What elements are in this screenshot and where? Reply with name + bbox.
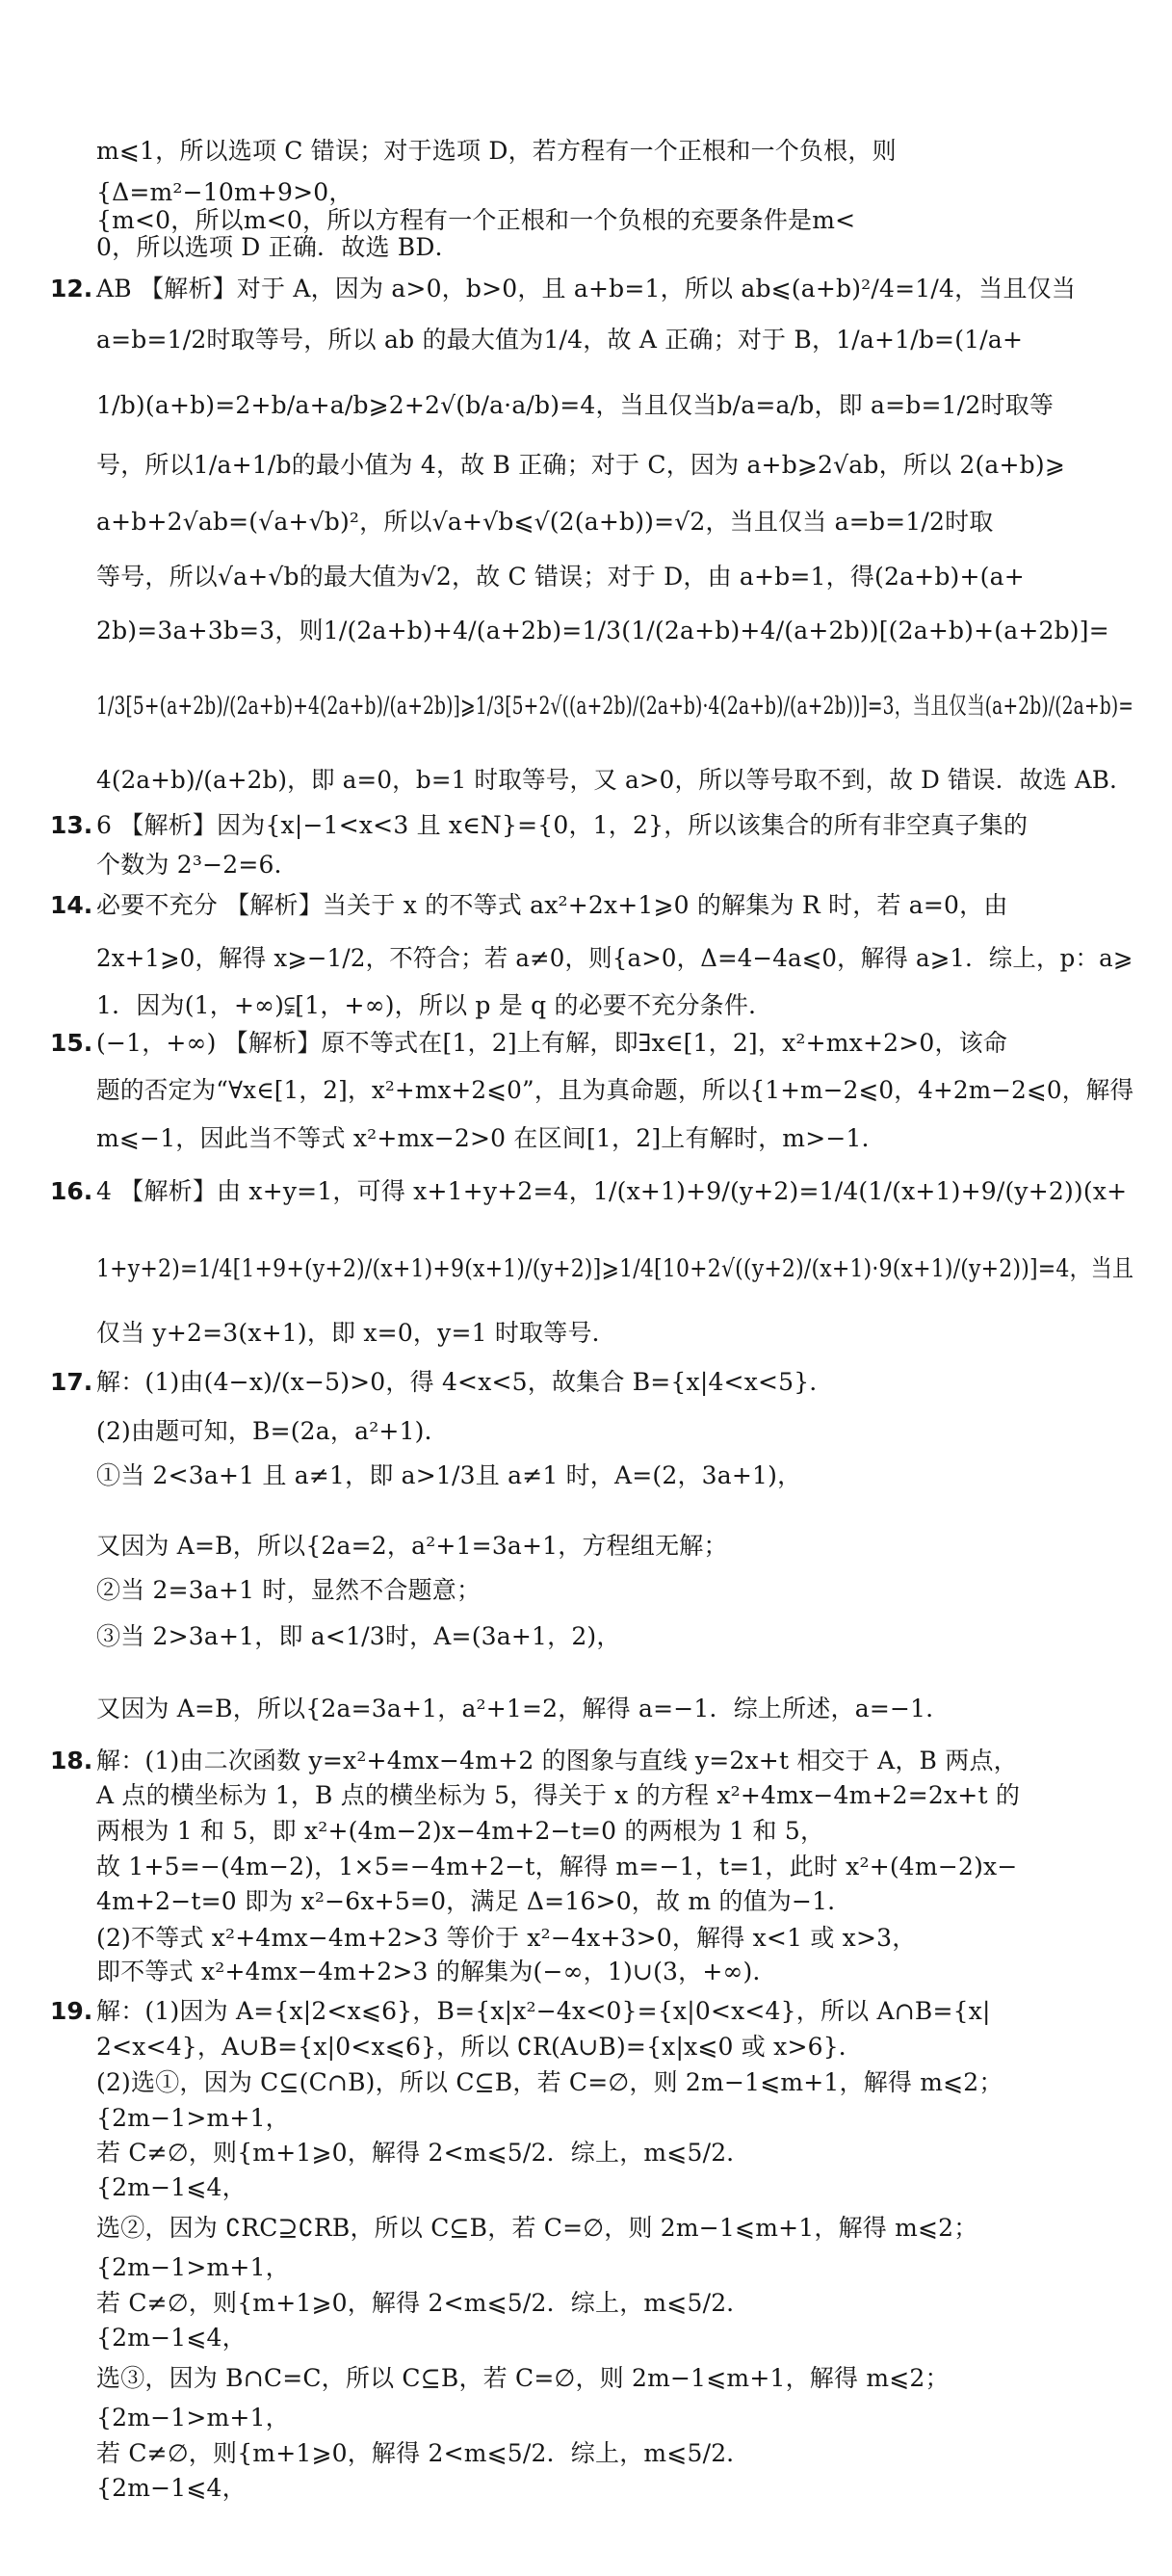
document-page: m⩽1，所以选项 C 错误；对于选项 D，若方程有一个正根和一个负根，则 {Δ=m²−10m+9>0， {m<0，所以m<0，所以方程有一个正根和一个负根的充要条件是m< 0，所以选项 D 正确．故选 BD． 12. AB 【解析】对于 A，因为 a>0，b>0，且 a+b=1，所以 ab⩽(a+b)²/4=1/4，当且仅当 a=b=1/2时取等号，所以 ab 的最大值为1/4，故 A 正确；对于 B，1/a+1/b=(1/a+ 1/b)(a+b)=2+b/a+a/b⩾2+2√(b/a·a/b)=4，当且仅当b/a=a/b，即 a=b=1/2时取等 号，所以1/a+1/b的最小值为 4，故 B 正确；对于 C，因为 a+b⩾2√ab，所以 2(a+b)⩾ a+b+2√ab=(√a+√b)²，所以√a+√b⩽√(2(a+b))=√2，当且仅当 a=b=1/2时取 等号，所以√a+√b的最大值为√2，故 C 错误；对于 D，由 a+b=1，得(2a+b)+(a+ 2b)=3a+3b=3，则1/(2a+b)+4/(a+2b)=1/3(1/(2a+b)+4/(a+2b))[(2a+b)+(a+2b)]= 1/3[5+(a+2b)/(2a+b)+4(2a+b)/(a+2b)]⩾1/3[5+2√((a+2b)/(2a+b)·4(2a+b)/(a+2b))]=3，当且仅当(a+2b)/(2a+b)= 4(2a+b)/(a+2b)，即 a=0，b=1 时取等号，又 a>0，所以等号取不到，故 D 错误．故选 AB． 13. 6 【解析】因为{x|−1<x<3 且 x∈N}={0，1，2}，所以该集合的所有非空真子集的 个数为 2³−2=6． 14. 必要不充分 【解析】当关于 x 的不等式 ax²+2x+1⩾0 的解集为 R 时，若 a=0，由 2x+1⩾0，解得 x⩾−1/2，不符合；若 a≠0，则{a>0，Δ=4−4a⩽0，解得 a⩾1．综上，p：a⩾ 1．因为(1，+∞)⫋[1，+∞)，所以 p 是 q 的必要不充分条件． 15. (−1，+∞) 【解析】原不等式在[1，2]上有解，即∃x∈[1，2]，x²+mx+2>0，该命 题的否定为“∀x∈[1，2]，x²+mx+2⩽0”，且为真命题，所以{1+m−2⩽0，4+2m−2⩽0，解得 m⩽−1，因此当不等式 x²+mx−2>0 在区间[1，2]上有解时，m>−1． 16. 4 【解析】由 x+y=1，可得 x+1+y+2=4，1/(x+1)+9/(y+2)=1/4(1/(x+1)+9/(y+2))(x+ 1+y+2)=1/4[1+9+(y+2)/(x+1)+9(x+1)/(y+2)]⩾1/4[10+2√((y+2)/(x+1)·9(x+1)/(y+2))]=4，当且 仅当 y+2=3(x+1)，即 x=0，y=1 时取等号． 17. 解：(1)由(4−x)/(x−5)>0，得 4<x<5，故集合 B={x|4<x<5}． (2)由题可知，B=(2a，a²+1)． ①当 2<3a+1 且 a≠1，即 a>1/3且 a≠1 时，A=(2，3a+1)， 又因为 A=B，所以{2a=2，a²+1=3a+1，方程组无解； ②当 2=3a+1 时，显然不合题意； ③当 2>3a+1，即 a<1/3时，A=(3a+1，2)， 又因为 A=B，所以{2a=3a+1，a²+1=2，解得 a=−1．综上所述，a=−1． 18. 解：(1)由二次函数 y=x²+4mx−4m+2 的图象与直线 y=2x+t 相交于 A，B 两点， A 点的横坐标为 1，B 点的横坐标为 5，得关于 x 的方程 x²+4mx−4m+2=2x+t 的 两根为 1 和 5，即 x²+(4m−2)x−4m+2−t=0 的两根为 1 和 5， 故 1+5=−(4m−2)，1×5=−4m+2−t，解得 m=−1，t=1，此时 x²+(4m−2)x− 4m+2−t=0 即为 x²−6x+5=0，满足 Δ=16>0，故 m 的值为−1． (2)不等式 x²+4mx−4m+2>3 等价于 x²−4x+3>0，解得 x<1 或 x>3， 即不等式 x²+4mx−4m+2>3 的解集为(−∞，1)∪(3，+∞)． 19. 解：(1)因为 A={x|2<x⩽6}，B={x|x²−4x<0}={x|0<x<4}，所以 A∩B={x| 2<x<4}，A∪B={x|0<x⩽6}，所以 ∁R(A∪B)={x|x⩽0 或 x>6}． (2)选①，因为 C⊆(C∩B)，所以 C⊆B，若 C=∅，则 2m−1⩽m+1，解得 m⩽2； {2m−1>m+1， 若 C≠∅，则{m+1⩾0，解得 2<m⩽5/2．综上，m⩽5/2． {2m−1⩽4， 选②，因为 ∁RC⊇∁RB，所以 C⊆B，若 C=∅，则 2m−1⩽m+1，解得 m⩽2； {2m−1>m+1， 若 C≠∅，则{m+1⩾0，解得 2<m⩽5/2．综上，m⩽5/2． {2m−1⩽4， 选③，因为 B∩C=C，所以 C⊆B，若 C=∅，则 2m−1⩽m+1，解得 m⩽2； {2m−1>m+1， 若 C≠∅，则{m+1⩾0，解得 2<m⩽5/2．综上，m⩽5/2． {2m−1⩽4，	[50, 137, 1134, 2502]
